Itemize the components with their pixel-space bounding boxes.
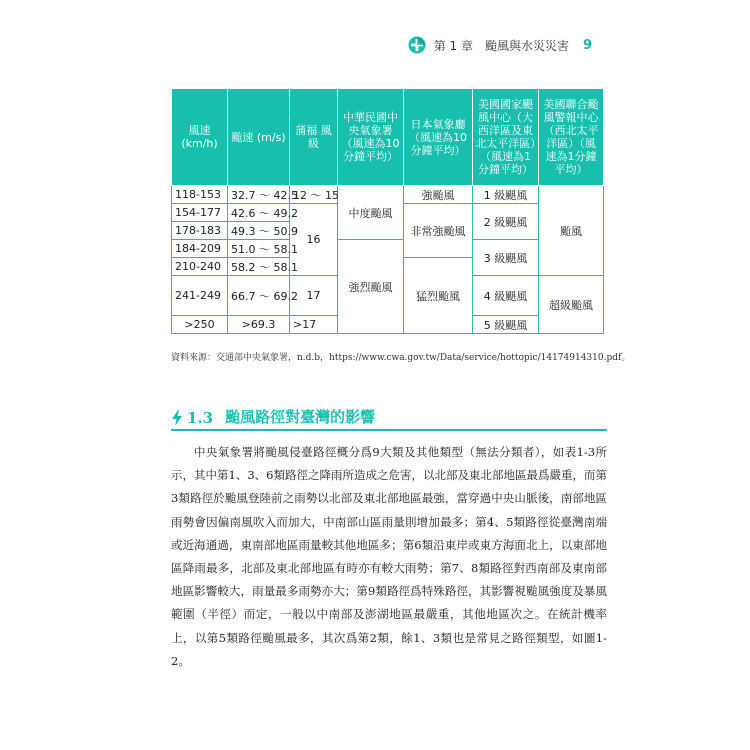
cell-ms: 32.7 ～ 42.5	[228, 186, 290, 204]
cell-jtwc-typhoon: 颱風	[539, 186, 604, 276]
cell-beaufort-16: 16	[290, 204, 338, 276]
cell-kmh: 184-209	[172, 240, 228, 258]
cell-jma-strong: 強颱風	[404, 186, 473, 204]
table-row	[172, 186, 604, 204]
cell-kmh: 154-177	[172, 204, 228, 222]
cell-ms: 58.2 ～ 58.1	[228, 258, 290, 276]
cell-cwa-moderate: 中度颱風	[338, 186, 404, 240]
cell-jma-very-strong: 非常強颱風	[404, 204, 473, 258]
cell-ms: 66.7 ～ 69.2	[228, 276, 290, 316]
page-header	[408, 36, 592, 54]
header-wind-kmh: 風速 (km/h)	[172, 89, 228, 186]
cell-ms: >69.3	[228, 316, 290, 334]
cell-jma-violent: 猛烈颱風	[404, 258, 473, 334]
cell-nhc-cat1: 1 級颶風	[473, 186, 539, 204]
page-number: 9	[582, 37, 592, 53]
cell-beaufort: >17	[290, 316, 338, 334]
cell-beaufort: 12 ～ 15	[290, 186, 338, 204]
cell-beaufort-17: 17	[290, 276, 338, 316]
cell-nhc-cat2: 2 級颶風	[473, 204, 539, 240]
cell-nhc-cat5: 5 級颶風	[473, 316, 539, 334]
cell-kmh: >250	[172, 316, 228, 334]
header-jma: 日本氣象廳（風速為10分鐘平均）	[404, 89, 473, 186]
table-source-note: 資料來源：交通部中央氣象署，n.d.b，https://www.cwa.gov.tw/Data/service/hottopic/14174914310.pdf。	[171, 353, 631, 363]
cell-cwa-strong: 強烈颱風	[338, 240, 404, 334]
header-beaufort: 蒲福 風級	[290, 89, 338, 186]
cell-kmh: 178-183	[172, 222, 228, 240]
cell-kmh: 210-240	[172, 258, 228, 276]
header-jtwc: 美國聯合颱風警報中心（西北太平洋區）（風速為1分鐘平均）	[539, 89, 604, 186]
chapter-title: 第 1 章 颱風與水災災害	[433, 38, 569, 53]
lightning-bolt-icon	[171, 410, 183, 426]
header-nhc: 美國國家颶風中心（大西洋區及東北太平洋區）（風速為1分鐘平均）	[473, 89, 539, 186]
cell-jtwc-super: 超級颱風	[539, 276, 604, 334]
table-header-row	[172, 89, 604, 186]
header-wind-ms: 颱速 (m/s)	[228, 89, 290, 186]
cell-kmh: 118-153	[172, 186, 228, 204]
cell-kmh: 241-249	[172, 276, 228, 316]
cell-ms: 42.6 ～ 49.2	[228, 204, 290, 222]
header-cwa: 中華民國中央氣象署（風速為10分鐘平均）	[338, 89, 404, 186]
cell-ms: 49.3 ～ 50.9	[228, 222, 290, 240]
cell-nhc-cat3: 3 級颶風	[473, 240, 539, 276]
section-heading	[171, 405, 607, 431]
body-paragraph	[171, 441, 607, 673]
cell-nhc-cat4: 4 級颶風	[473, 276, 539, 316]
paragraph-text: 中央氣象署將颱風侵臺路徑概分爲9大類及其他類型（無法分類者），如表1-3所示，其中第1、3、6類路徑之降雨所造成之危害，以北部及東北部地區最爲嚴重，而第3類路徑於颱風登陸前之雨勢以北部及東北部地區最強，當穿過中央山脈後，南部地區雨勢會因偏南風吹入而加大，中南部山區雨量則增加最多；第4、5類路徑從臺灣南端或近海通過，東南部地區雨量較其他地區多；第6類沿東岸或東方海面北上，以東部地區降雨最多，北部及東北部地區有時亦有較大雨勢；第7、8類路徑對西南部及東南部地區影響較大，雨量最多雨勢亦大；第9類路徑爲特殊路徑，其影響視颱風強度及暴風範圍（半徑）而定，一般以中南部及澎湖地區最嚴重，其他地區次之。在統計機率上，以第5類路徑颱風最多，其次爲第2類，餘1、3類也是常見之路徑類型，如圖1-2。	[171, 445, 607, 668]
cell-ms: 51.0 ～ 58.1	[228, 240, 290, 258]
shield-cross-icon	[408, 36, 426, 54]
section-title: 颱風路徑對臺灣的影響	[225, 408, 376, 426]
typhoon-scale-table	[171, 88, 604, 334]
section-number: 1.3	[187, 409, 214, 427]
